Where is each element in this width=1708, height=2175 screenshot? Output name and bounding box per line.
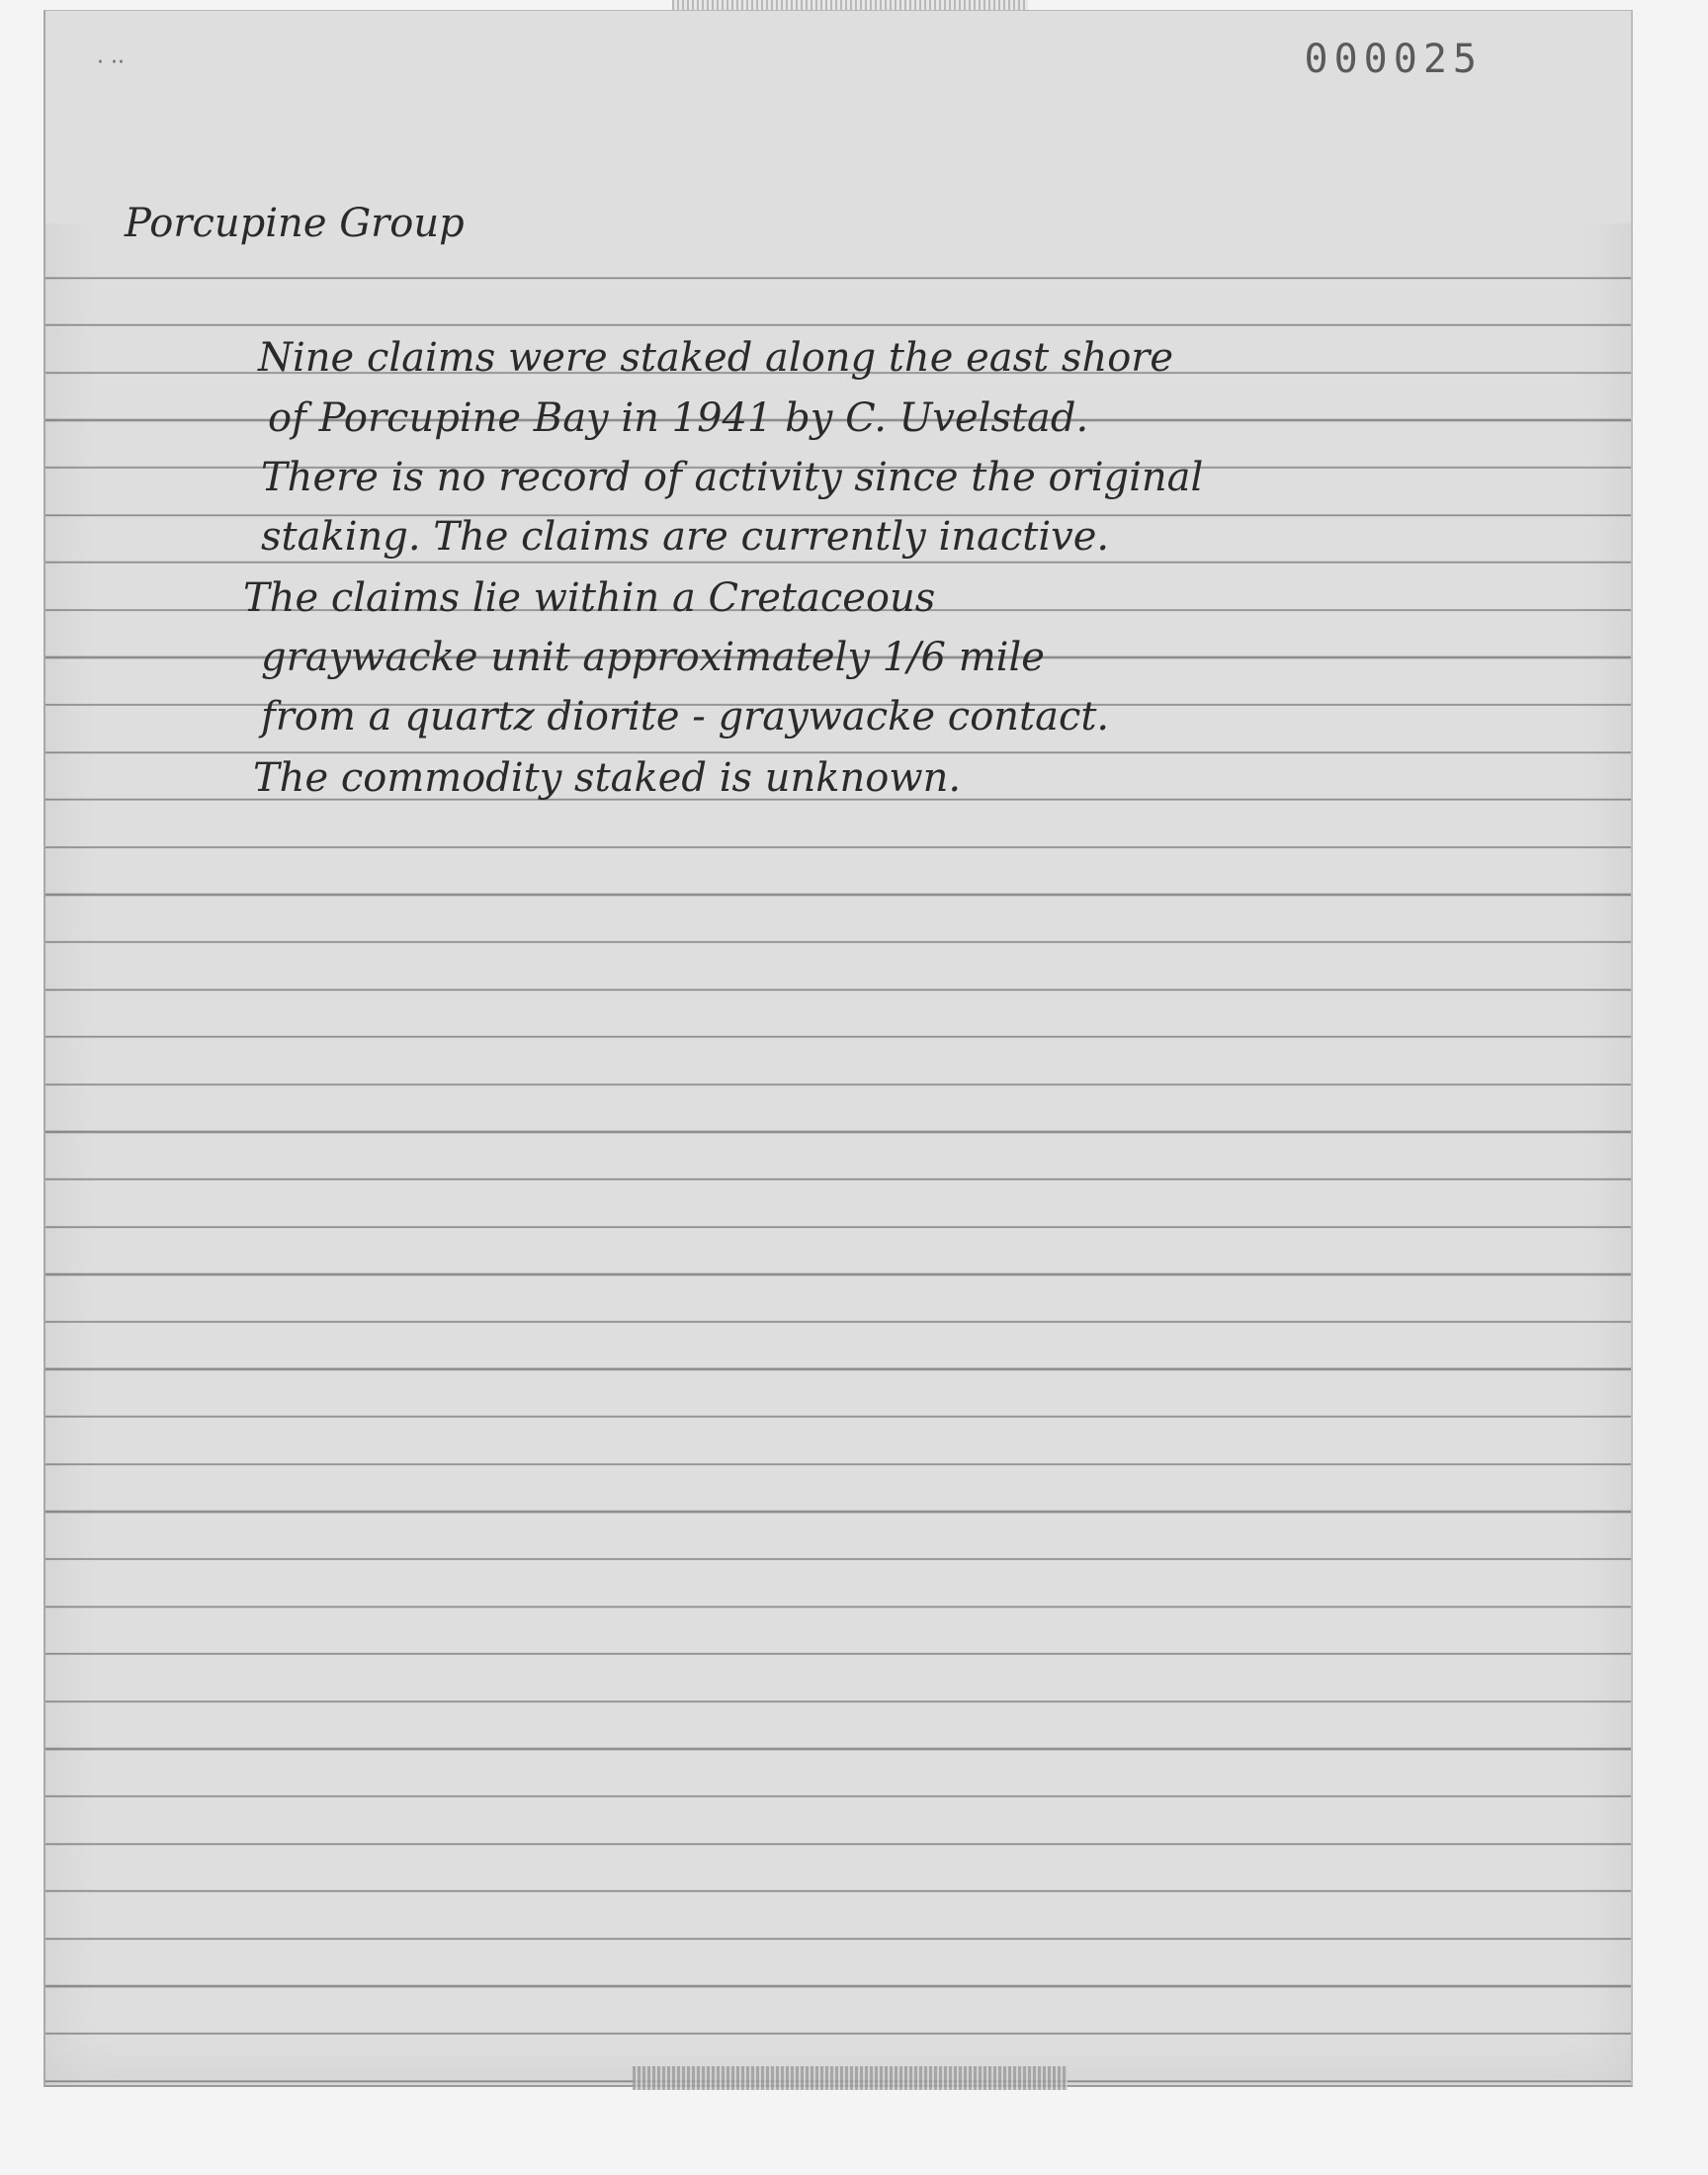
body-line-7: from a quartz diorite - graywacke contact. xyxy=(261,694,1110,740)
binding-edge-bottom xyxy=(633,2066,1068,2090)
margin-mark: · ·· xyxy=(97,50,125,75)
body-line-5: The claims lie within a Cretaceous xyxy=(243,575,936,621)
binding-edge-top xyxy=(672,0,1028,10)
document-number: 000025 xyxy=(1304,37,1483,82)
lined-sheet xyxy=(43,10,1633,2087)
body-line-3: There is no record of activity since the original xyxy=(261,455,1204,500)
body-line-8: The commodity staked is unknown. xyxy=(253,755,962,801)
heading: Porcupine Group xyxy=(125,201,465,246)
body-line-6: graywacke unit approximately 1/6 mile xyxy=(261,635,1045,680)
body-line-2: of Porcupine Bay in 1941 by C. Uvelstad. xyxy=(268,395,1089,441)
body-line-1: Nine claims were staked along the east shore xyxy=(258,335,1174,381)
body-line-4: staking. The claims are currently inactive. xyxy=(261,514,1110,560)
